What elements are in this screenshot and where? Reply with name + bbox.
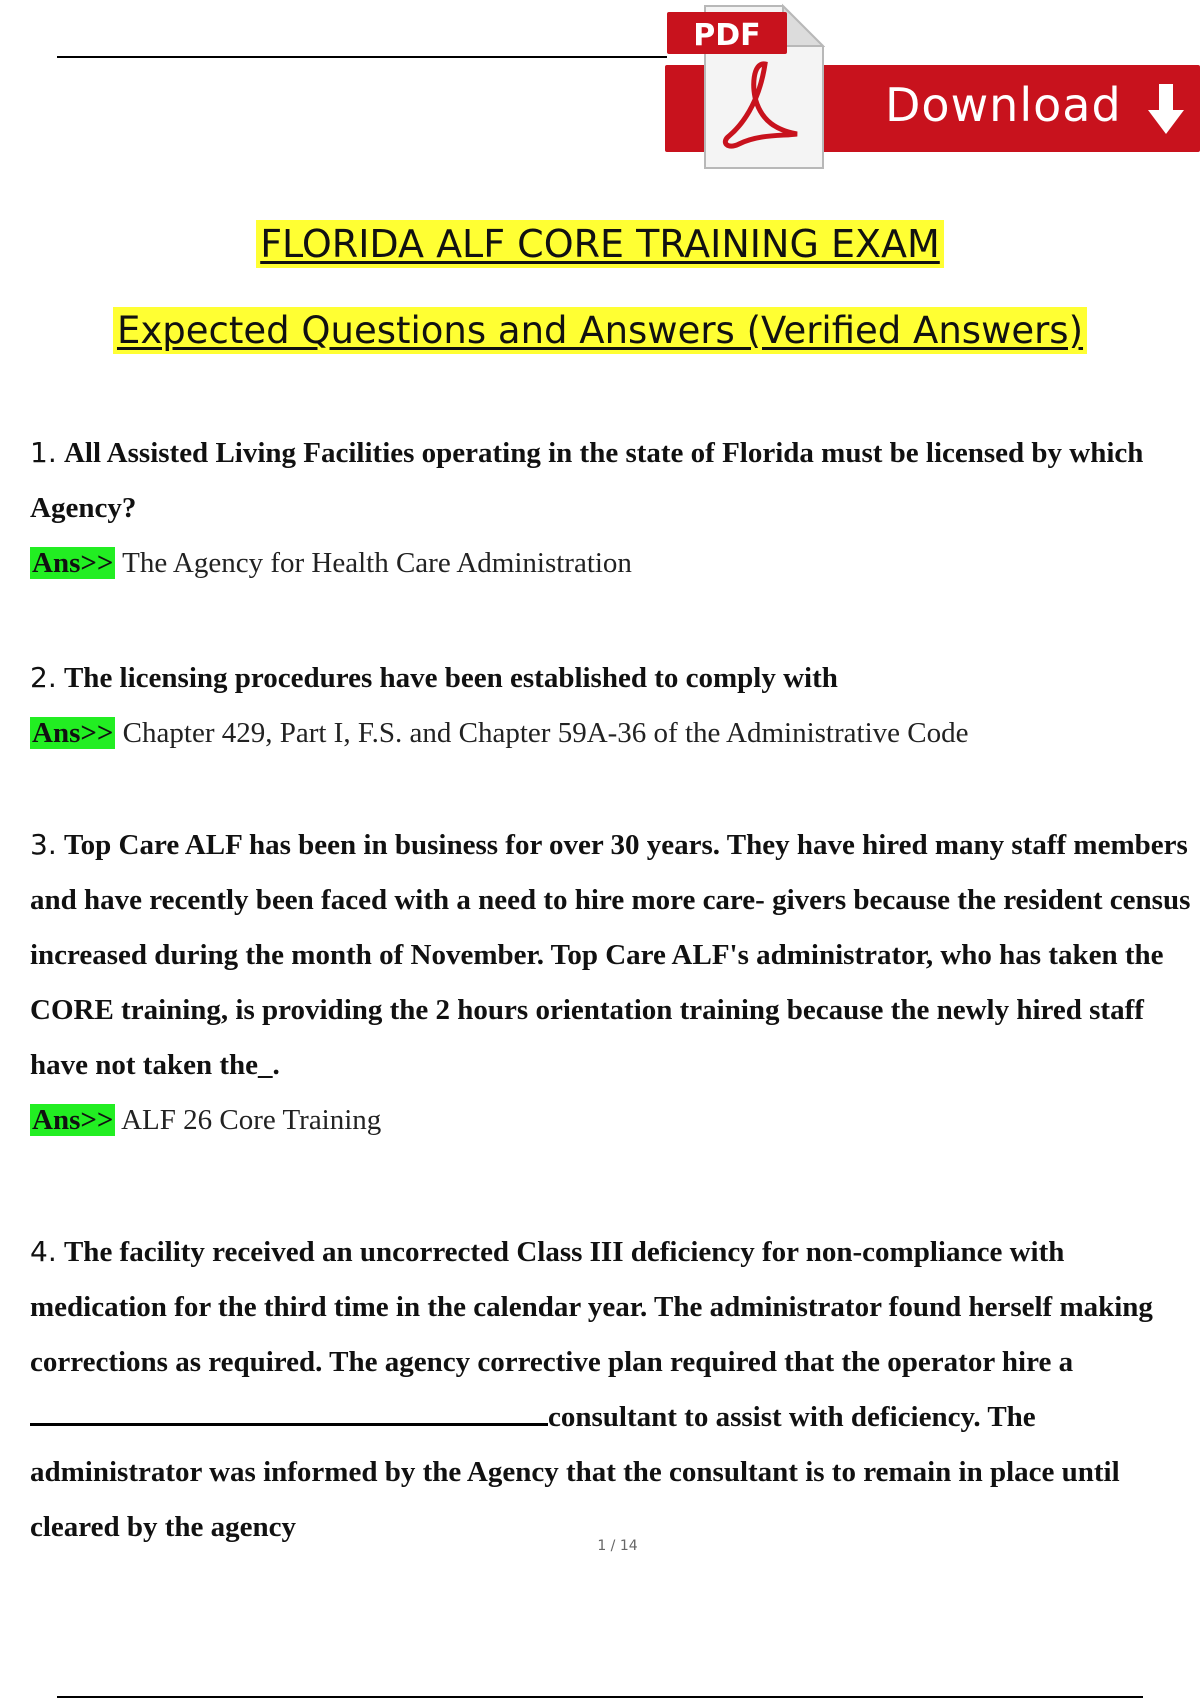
- answer-text: Chapter 429, Part I, F.S. and Chapter 59A-36 of the Administrative Code: [122, 717, 969, 749]
- download-label[interactable]: Download: [885, 78, 1122, 132]
- title-main-text: FLORIDA ALF CORE TRAINING EXAM: [256, 220, 944, 268]
- answer-row: [30, 706, 1200, 761]
- document-subtitle: [0, 309, 1200, 352]
- answer-row: [30, 536, 1200, 591]
- header-rule: [57, 56, 667, 58]
- page-counter: 1 / 14: [597, 1538, 638, 1554]
- pdf-label: PDF: [693, 18, 761, 53]
- document-title: [0, 222, 1200, 266]
- question-4: [30, 1224, 1200, 1555]
- footer-rule: [57, 1696, 1143, 1698]
- question-text: 4. The facility received an uncorrected Class III deficiency for non-compliance with medication for the third time in the calendar year. The administrator found herself making corrections as required. The agency corrective plan required that the operator hire aconsultant to assist with deficiency. The administrator was informed by the Agency that the consultant is to remain in place until cleared by the agency: [30, 1235, 1153, 1543]
- question-1: [30, 425, 1200, 591]
- answer-tag: Ans>>: [32, 717, 114, 749]
- down-arrow-icon[interactable]: [1148, 84, 1184, 136]
- answer-row: [30, 1093, 1200, 1148]
- answer-text: The Agency for Health Care Administration: [122, 547, 632, 579]
- question-2: [30, 650, 1200, 761]
- fill-in-blank: [30, 1399, 548, 1426]
- question-text: 1. All Assisted Living Facilities operating in the state of Florida must be licensed by which Agency?: [30, 436, 1144, 524]
- question-text: 3. Top Care ALF has been in business for over 30 years. They have hired many staff members and have recently been faced with a need to hire more care- givers because the resident census increased during the month of November. Top Care ALF's administrator, who has taken the CORE training, is providing the 2 hours orientation training because the newly hired staff have not taken the_.: [30, 828, 1191, 1081]
- pdf-document-icon[interactable]: [665, 2, 825, 170]
- title-sub-text: Expected Questions and Answers (Verified Answers): [113, 307, 1087, 354]
- question-3: [30, 817, 1200, 1148]
- answer-text: ALF 26 Core Training: [121, 1104, 382, 1136]
- answer-tag: Ans>>: [32, 547, 114, 579]
- question-text: 2. The licensing procedures have been established to comply with: [30, 661, 838, 694]
- answer-tag: Ans>>: [32, 1104, 114, 1136]
